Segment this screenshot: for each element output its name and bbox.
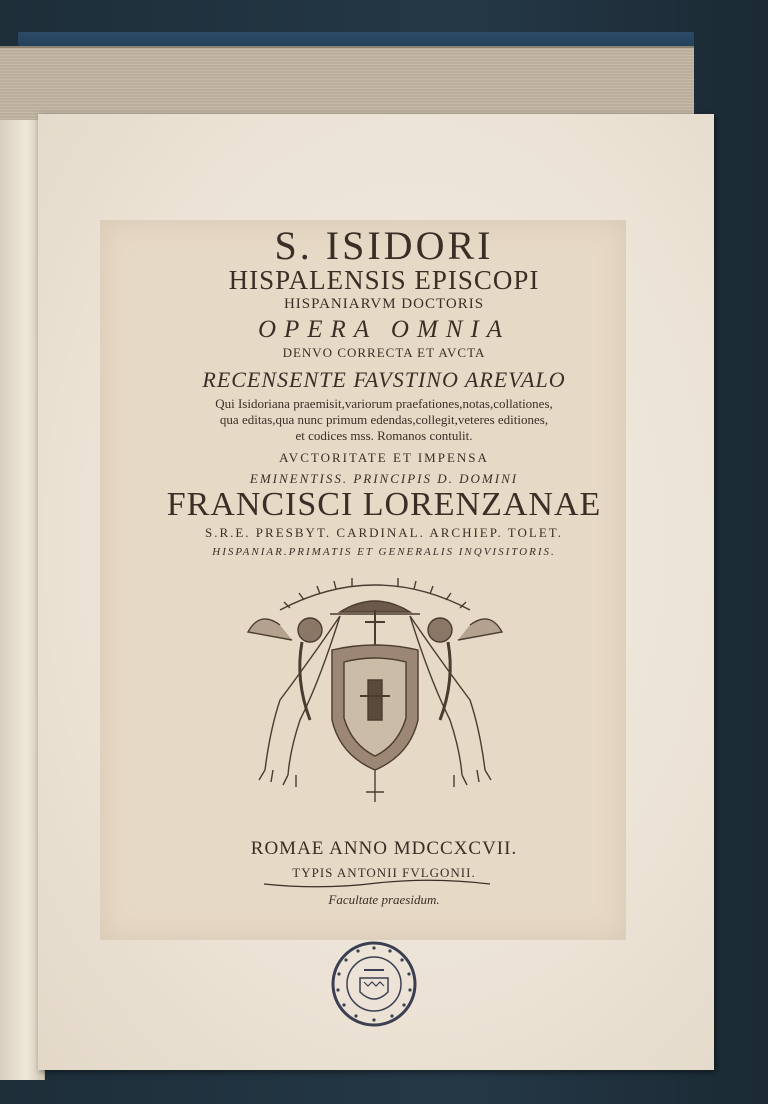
library-stamp-icon [330,940,418,1028]
imprint-place-year: ROMAE ANNO MDCCXCVII. [250,838,518,859]
title-bishop: HISPALENSIS EPISCOPI [228,265,540,295]
patron-titles: S.R.E. PRESBYT. CARDINAL. ARCHIEP. TOLET. [204,525,564,540]
imprint-printer: TYPIS ANTONII FVLGONII. [292,865,476,880]
title-doctor: HISPANIARVM DOCTORIS [283,296,485,312]
patron-honorific: EMINENTISS. PRINCIPIS D. DOMINI [249,471,519,486]
editor-description-line-1: Qui Isidoriana praemisit,variorum praefationes,notas,collationes, [215,396,553,411]
editor-description-line-2: qua editas,qua nunc primum edendas,collegit,veteres editiones, [219,412,549,427]
patron-name: FRANCISCI LORENZANAE [166,486,602,523]
title-author: S. ISIDORI [274,223,494,268]
editor-description-line-3: et codices mss. Romanos contulit. [295,428,473,443]
swash-divider [262,878,492,890]
imprint-permission: Facultate praesidum. [328,892,440,907]
title-opera-omnia: OPERA OMNIA [257,316,511,343]
coat-of-arms-icon [240,570,510,810]
title-edition-note: DENVO CORRECTA ET AVCTA [282,345,486,360]
patron-offices: HISPANIAR.PRIMATIS ET GENERALIS INQVISITORIS. [212,546,556,558]
patron-intro: AVCTORITATE ET IMPENSA [279,450,489,465]
title-editor: RECENSENTE FAVSTINO AREVALO [202,367,566,392]
page-block-edges [0,46,694,124]
